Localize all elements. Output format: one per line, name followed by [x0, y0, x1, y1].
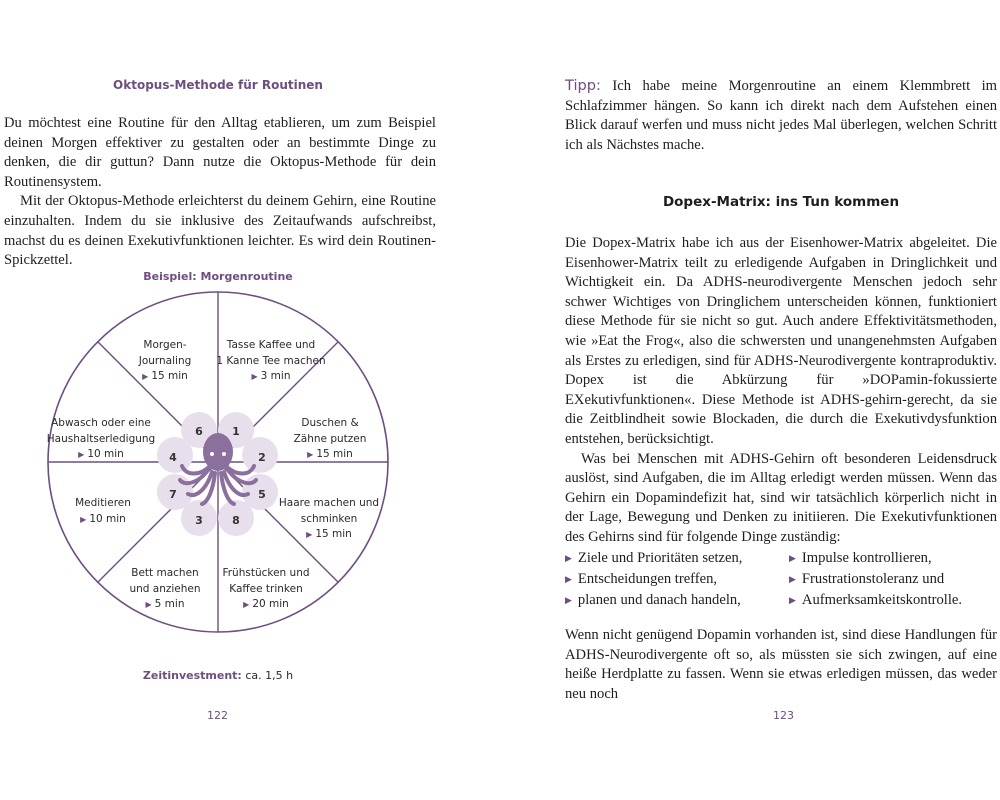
time-investment: [0, 669, 436, 682]
segment-label-6: Morgen- Journaling ▶ 15 min: [138, 339, 192, 382]
segment-time: 3 min: [260, 370, 291, 382]
paragraph: Was bei Menschen mit ADHS-Gehirn oft besonderen Leidensdruck auslöst, sind Aufgaben, die im Alltag erledigt werden müssen. Wenn das Gehirn ein Dopamindefizit hat, sind wir tatsächlich körperlich nicht in der Lage, Bewegung und Denken zu initiieren. Die Exekutivfunktionen des Gehirns sind für folgende Dinge zuständig:: [565, 450, 997, 545]
right-page: [500, 0, 1000, 800]
petal-number: 7: [169, 488, 177, 501]
tipp-label: Tipp:: [565, 77, 601, 94]
petal-number: 8: [232, 514, 240, 527]
petal-number: 2: [258, 451, 266, 464]
paragraph: Wenn nicht genügend Dopamin vorhanden ist, sind diese Handlungen für ADHS-Neurodivergente oft so, als müssten sie sich zwingen, auf eine heiße Herdplatte zu fassen. Wenn sie etwas erledigen müssen, das weder neu noch: [565, 627, 997, 702]
diagram-title: Beispiel: Morgenroutine: [143, 270, 293, 283]
page-number: 122: [207, 709, 228, 722]
section-heading: Oktopus-Methode für Routinen: [113, 78, 323, 92]
list-item-text: Entscheidungen treffen,: [577, 571, 718, 587]
left-body-text: [4, 114, 436, 271]
right-body-text-end: [565, 626, 997, 704]
segment-time: 20 min: [252, 598, 289, 610]
segment-time: 15 min: [151, 370, 188, 382]
segment-text: Bett machen: [131, 567, 199, 579]
segment-label-7: Meditieren ▶ 10 min: [75, 497, 131, 525]
segment-text: Abwasch oder eine: [51, 417, 151, 429]
segment-time: 15 min: [316, 448, 353, 460]
time-investment-label: Zeitinvestment:: [142, 669, 242, 682]
segment-time: 15 min: [315, 528, 352, 540]
list-item: ▶ Aufmerksamkeitskontrolle.: [789, 592, 963, 608]
list-item-text: planen und danach handeln,: [577, 592, 741, 608]
segment-text: und anziehen: [129, 582, 201, 595]
segment-text: 1 Kanne Tee machen: [216, 354, 326, 367]
segment-text: Kaffee trinken: [229, 582, 303, 595]
tipp-text: Ich habe meine Morgenroutine an einem Klemmbrett im Schlafzimmer hängen. So kann ich direkt nach dem Aufstehen einen Blick darauf werfen und muss nicht jedes Mal überlegen, welchen Schritt ich als Nächstes mache.: [565, 78, 997, 153]
segment-text: schminken: [300, 512, 358, 525]
petal-number: 3: [195, 514, 203, 527]
list-item-text: Frustrationstoleranz und: [801, 571, 945, 587]
segment-label-3: Bett machen und anziehen ▶ 5 min: [129, 567, 201, 610]
page-number: 123: [773, 709, 794, 722]
list-item: ▶ Ziele und Prioritäten setzen,: [565, 550, 743, 566]
list-item: ▶ planen und danach handeln,: [565, 592, 741, 608]
segment-label-4: Abwasch oder eine Haushaltserledigung ▶ 10 min: [46, 417, 156, 460]
list-item-text: Aufmerksamkeitskontrolle.: [801, 592, 963, 608]
right-body-text: [565, 234, 997, 548]
segment-text: Journaling: [138, 354, 192, 367]
section-heading: Dopex-Matrix: ins Tun kommen: [662, 194, 900, 210]
petal-number: 1: [232, 425, 240, 438]
paragraph: Du möchtest eine Routine für den Alltag etablieren, um zum Beispiel deinen Morgen effektiver zu gestalten oder an bestimmte Dinge zu denken, die dir guttun? Dann nutze die Oktopus-Methode für dein Routinensystem.: [4, 115, 436, 190]
petal-number: 6: [195, 425, 203, 438]
segment-text: Tasse Kaffee und: [226, 339, 316, 351]
list-item: ▶ Impulse kontrollieren,: [789, 550, 932, 566]
segment-label-2: Duschen & Zähne putzen ▶ 15 min: [293, 417, 367, 460]
paragraph: Mit der Oktopus-Methode erleichterst du deinem Gehirn, eine Routine einzuhalten. Indem du sie inklusive des Zeitaufwands aufschreibst, machst du es deinen Exekutivfunktionen leichter. Es wird dein Routinen-Spickzettel.: [4, 193, 436, 269]
segment-text: Haare machen und: [278, 497, 380, 509]
segment-text: Morgen-: [143, 339, 187, 351]
tipp-box: [565, 76, 997, 155]
segment-time: 10 min: [87, 448, 124, 460]
list-item: ▶ Frustrationstoleranz und: [789, 571, 945, 587]
tipp-paragraph: [565, 76, 997, 155]
segment-time: 5 min: [154, 598, 185, 610]
segment-text: Meditieren: [75, 497, 131, 509]
list-item-text: Ziele und Prioritäten setzen,: [577, 550, 743, 566]
list-item-text: Impulse kontrollieren,: [801, 550, 932, 566]
segment-label-5: Haare machen und schminken ▶ 15 min: [278, 497, 380, 540]
segment-text: Duschen &: [301, 417, 359, 429]
segment-label-1: Tasse Kaffee und 1 Kanne Tee machen ▶ 3 min: [216, 339, 326, 382]
petal-number: 5: [258, 488, 266, 501]
time-investment-value: ca. 1,5 h: [245, 669, 294, 682]
petal-number: 4: [169, 451, 177, 464]
segment-text: Frühstücken und: [222, 567, 310, 579]
segment-time: 10 min: [89, 512, 126, 525]
segment-label-8: Frühstücken und Kaffee trinken ▶ 20 min: [222, 567, 310, 610]
list-item: ▶ Entscheidungen treffen,: [565, 571, 718, 587]
paragraph: Die Dopex-Matrix habe ich aus der Eisenhower-Matrix abgeleitet. Die Eisenhower-Matrix teilt zu erledigende Aufgaben in Dringlichkeit und Wichtigkeit ein. Da ADHS-neurodivergente Menschen jedoch sehr schwer Wichtiges von Dringlichem unterscheiden können, funktioniert diese Methode für sie nicht so gut. Auch andere Effektivitätsmethoden, wie »Eat the Frog«, also die schwersten und unangenehmsten Aufgaben als Erstes zu erledigen, sind für ADHS-Neurodivergente kontraproduktiv. Dopex ist die Abkürzung für »DOPamin-fokussierte EXekutivfunktionen«. Diese Methode ist ADHS-gehirn-gerecht, da sie die Zeitblindheit sowie Blockaden, die durch die Exekutivdysfunktion entstehen, berücksichtigt.: [565, 235, 997, 447]
segment-text: Haushaltserledigung: [46, 432, 156, 445]
bullet-column: [565, 548, 742, 611]
bullet-column: [789, 548, 962, 611]
segment-text: Zähne putzen: [293, 432, 367, 445]
